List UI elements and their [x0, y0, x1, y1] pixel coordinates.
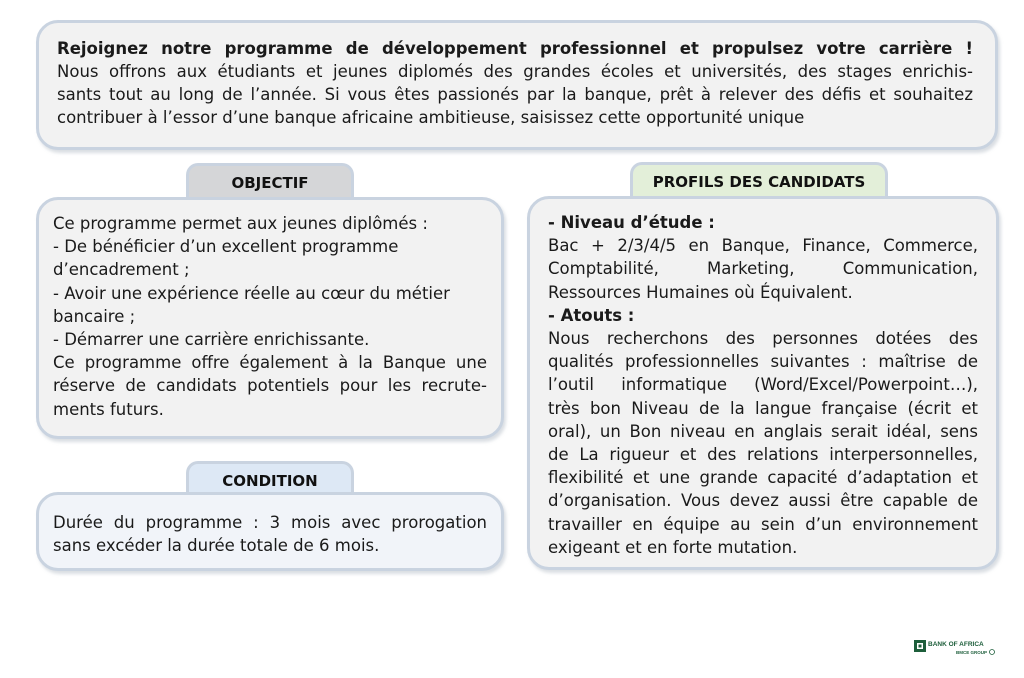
- niveau-line: Ressources Humaines où Équivalent.: [548, 282, 853, 302]
- atouts-line: d’organisation. Vous devez aussi être capable de: [548, 491, 978, 511]
- intro-title: Rejoignez notre programme de développement professionnel et propulsez votre carrière !: [57, 39, 973, 58]
- niveau-line: Comptabilité, Marketing, Communication,: [548, 259, 978, 279]
- objectif-line: ments futurs.: [53, 399, 164, 419]
- objectif-line: bancaire ;: [53, 306, 136, 326]
- objectif-line: réserve de candidats potentiels pour les recrute-: [53, 376, 487, 396]
- condition-box: [36, 492, 504, 571]
- condition-tab: CONDITION: [186, 461, 354, 501]
- atouts-line: de La rigueur et des relations interpersonnelles,: [548, 445, 978, 465]
- atouts-line: flexibilité et une grande capacité d’adaptation et: [548, 468, 978, 488]
- objectif-tab: OBJECTIF: [186, 163, 354, 203]
- bank-of-africa-logo: [914, 637, 998, 657]
- objectif-line: - De bénéficier d’un excellent programme: [53, 237, 399, 257]
- niveau-line: Bac + 2/3/4/5 en Banque, Finance, Commerce,: [548, 236, 978, 256]
- logo-name: BANK OF AFRICA: [928, 641, 984, 648]
- objectif-box: [36, 197, 504, 439]
- atouts-line: très bon Niveau de la langue française (écrit et: [548, 398, 978, 418]
- condition-line: Durée du programme : 3 mois avec prorogation: [53, 513, 487, 532]
- niveau-heading: - Niveau d’étude :: [548, 213, 715, 232]
- atouts-line: exigeant et en forte mutation.: [548, 537, 798, 557]
- intro-line: Nous offrons aux étudiants et jeunes diplomés des grandes écoles et universités, des stages enrichis-: [57, 62, 973, 81]
- objectif-line: - Avoir une expérience réelle au cœur du métier: [53, 283, 450, 303]
- atouts-heading: - Atouts :: [548, 305, 635, 325]
- condition-line: sans excéder la durée totale de 6 mois.: [53, 536, 380, 556]
- intro-line: contribuer à l’essor d’une banque africaine ambitieuse, saisissez cette opportunité unique: [57, 108, 805, 127]
- intro-line: sants tout au long de l’année. Si vous êtes passionés par la banque, prêt à relever des défis et souhaitez: [57, 85, 973, 104]
- objectif-line: - Démarrer une carrière enrichissante.: [53, 330, 370, 350]
- objectif-line: Ce programme permet aux jeunes diplômés :: [53, 214, 428, 233]
- intro-box: [36, 20, 998, 150]
- objectif-line: Ce programme offre également à la Banque une: [53, 353, 487, 373]
- profils-box: [527, 196, 999, 570]
- profils-tab: PROFILS DES CANDIDATS: [630, 162, 888, 202]
- atouts-line: Nous recherchons des personnes dotées des: [548, 329, 978, 349]
- objectif-line: d’encadrement ;: [53, 260, 190, 280]
- atouts-line: l’outil informatique (Word/Excel/Powerpoint…),: [548, 375, 978, 395]
- logo-sub: BMCE GROUP: [956, 650, 988, 655]
- atouts-line: travailler en équipe au sein d’un environnement: [548, 514, 978, 534]
- atouts-line: qualités professionnelles suivantes : maîtrise de: [548, 352, 978, 372]
- atouts-line: oral), un Bon niveau en anglais serait idéal, sens: [548, 421, 978, 441]
- logo-circle-icon: [990, 650, 995, 655]
